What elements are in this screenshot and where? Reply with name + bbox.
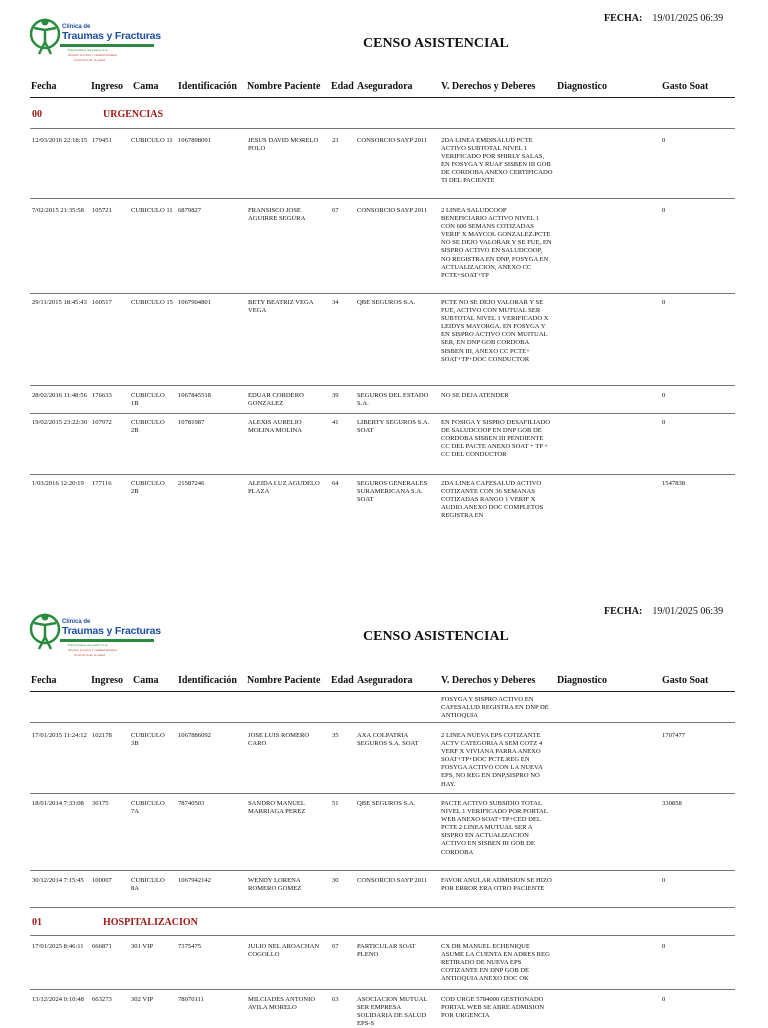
cell-edad: 34 xyxy=(332,299,339,306)
logo-line-3: Especialistas Asociados S.A. xyxy=(68,48,109,52)
cell-identificacion: 7375475 xyxy=(178,943,202,950)
cell-ingreso: 179451 xyxy=(92,137,112,144)
report-date-value: 19/01/2025 06:39 xyxy=(652,13,724,24)
cell-derechos: FOSYGA Y SISPRO ACTIVO EN CAFESALUD REGISTRA EN DNP DE ANTIOQUIA xyxy=(441,696,549,720)
column-header-derechos: V. Derechos y Deberes xyxy=(441,81,536,92)
cell-nombre: ALEXIS AURELIO MOLINA MOLINA xyxy=(248,419,303,435)
cell-derechos: EN FOSIGA Y SISPRO DESAFILIADO DE SALUDCOOP EN DNP GOB DE CORDOBA SISBEN III PENDIENTE CC DEL PACTE ANEXO SOAT + TP + CC DEL CONDUCTOR xyxy=(441,419,551,459)
cell-cama: CUBICULO 3B xyxy=(131,732,165,748)
section-rule xyxy=(30,935,735,936)
logo-bar xyxy=(60,44,154,47)
cell-ingreso: 36175 xyxy=(92,800,109,807)
cell-cama: CUBICULO 8A xyxy=(131,877,165,893)
cell-edad: 64 xyxy=(332,480,339,487)
cell-edad: 67 xyxy=(332,207,339,214)
cell-identificacion: 1067886092 xyxy=(178,732,211,739)
column-header-nombre: Nombre Paciente xyxy=(247,81,321,92)
section-code: 00 xyxy=(32,109,42,120)
cell-aseguradora: SEGUROS GENERALES SURAMERICANA S.A. SOAT xyxy=(357,480,428,504)
cell-nombre: FRANSISCO JOSE AGUIRRE SEGURA xyxy=(248,207,306,223)
cell-cama: CUBICULO 11 xyxy=(131,207,173,214)
cell-aseguradora: SEGUROS DEL ESTADO S.A. xyxy=(357,392,429,408)
logo-line-3: Especialistas Asociados S.A. xyxy=(68,643,109,647)
cell-nombre: BETY BEATRIZ VEGA VEGA xyxy=(248,299,314,315)
cell-nombre: EDUAR CORDERO GONZALEZ xyxy=(248,392,304,408)
cell-identificacion: 1067898091 xyxy=(178,137,211,144)
cell-identificacion: 1067845518 xyxy=(178,392,211,399)
cell-cama: CUBICULO 15 xyxy=(131,299,173,306)
cell-derechos: 2 LINEA NUEVA EPS COTIZANTE ACTV CATEGORIA A SEM COTZ 4 VERF X VIVIANA PARRA ANEXO SOAT+TP+DOC PCTE.REG EN FOSYGA ACTIVO CON LA NUEVA EPS, NO REG EN DNP,SISPRO NO HAY. xyxy=(441,732,543,788)
cell-cama: CUBICULO 1B xyxy=(131,392,165,408)
cell-edad: 41 xyxy=(332,419,339,426)
row-rule xyxy=(30,722,735,723)
cell-edad: 23 xyxy=(332,137,339,144)
column-header-identificacion: Identificación xyxy=(178,675,237,686)
cell-gasto: 330858 xyxy=(662,800,682,807)
row-rule xyxy=(30,793,735,794)
report-date xyxy=(604,606,723,617)
cell-cama: 301 VIP xyxy=(131,943,154,950)
cell-gasto: 0 xyxy=(662,299,666,306)
column-header-diagnostico: Diagnostico xyxy=(557,675,607,686)
clinic-logo xyxy=(28,607,161,659)
cell-aseguradora: LIBERTY SEGUROS S.A. SOAT xyxy=(357,419,430,435)
column-header-aseguradora: Aseguradora xyxy=(357,675,413,686)
cell-gasto: 1707477 xyxy=(662,732,686,739)
logo-line-4: Nuestro servicio y calidad humana xyxy=(68,648,117,652)
cell-nombre: JOSE LUIS ROMERO CARO xyxy=(248,732,310,748)
cell-edad: 67 xyxy=(332,943,339,950)
cell-fecha: 7/02/2015 21:35:58 xyxy=(32,207,84,214)
column-header-fecha: Fecha xyxy=(31,675,57,686)
cell-ingreso: 105721 xyxy=(92,207,112,214)
logo-line-1: Clínica de xyxy=(62,24,91,30)
cell-ingreso: 663273 xyxy=(92,996,112,1003)
cell-ingreso: 107972 xyxy=(92,419,112,426)
cell-aseguradora: CONSORCIO SAYP 2011 xyxy=(357,877,428,884)
cell-fecha: 17/01/2015 11:24:12 xyxy=(32,732,87,739)
row-rule xyxy=(30,989,735,990)
column-header-diagnostico: Diagnostico xyxy=(557,81,607,92)
logo-line-5: al servicio de la salud xyxy=(74,58,105,62)
logo-bar xyxy=(60,639,154,642)
cell-fecha: 29/11/2015 18:45:43 xyxy=(32,299,87,306)
cell-fecha: 28/02/2016 11:48:56 xyxy=(32,392,87,399)
row-rule xyxy=(30,870,735,871)
clinic-logo-icon xyxy=(28,611,62,651)
cell-identificacion: 10781987 xyxy=(178,419,205,426)
column-header-ingreso: Ingreso xyxy=(91,675,124,686)
logo-line-2: Traumas y Fracturas xyxy=(62,625,161,637)
section-name: HOSPITALIZACION xyxy=(103,917,198,928)
logo-line-5: al servicio de la salud xyxy=(74,653,105,657)
cell-cama: CUBICULO 2B xyxy=(131,480,165,496)
logo-line-1: Clínica de xyxy=(62,619,91,625)
cell-nombre: MILCIADES ANTONIO AVILA MORELO xyxy=(248,996,316,1012)
column-header-gasto: Gasto Soat xyxy=(662,81,709,92)
cell-edad: 30 xyxy=(332,877,339,884)
column-header-ingreso: Ingreso xyxy=(91,81,124,92)
cell-ingreso: 177116 xyxy=(92,480,112,487)
cell-cama: CUBICULO 7A xyxy=(131,800,165,816)
cell-edad: 39 xyxy=(332,392,339,399)
cell-gasto: 0 xyxy=(662,392,666,399)
cell-fecha: 19/02/2015 23:22:30 xyxy=(32,419,88,426)
cell-nombre: SANDRO MANUEL MARRIAGA PEREZ xyxy=(248,800,306,816)
column-header-derechos: V. Derechos y Deberes xyxy=(441,675,536,686)
cell-nombre: JULIO NEL AROACHAN COGOLLO xyxy=(248,943,320,959)
column-header-edad: Edad xyxy=(331,675,354,686)
header-rule xyxy=(30,691,735,692)
cell-fecha: 30/12/2014 7:15:45 xyxy=(32,877,84,884)
row-rule xyxy=(30,293,735,294)
cell-derechos: CX DR MANUEL ECHENIQUE ASUME LA CUENTA EN ADRES REG RETIRADO DE NUEVA EPS COTIZANTE EN DNP GOB DE ANTIOQUIA ANEXO DOC OK xyxy=(441,943,550,983)
cell-aseguradora: ASOCIACION MUTUAL SER EMPRESA SOLIDARIA DE SALUD EPS-S xyxy=(357,996,428,1028)
cell-derechos: 2DA LINEA CAFESALUD ACTIVO COTIZANTE CON 36 SEMANAS COTIZADAS RANGO 1 VERIF X AUDIO.ANEXO DOC COMPLETOS REGISTRA EN xyxy=(441,480,544,520)
row-rule xyxy=(30,198,735,199)
cell-cama: 302 VIP xyxy=(131,996,154,1003)
cell-aseguradora: QBE SEGUROS S.A. xyxy=(357,299,416,306)
cell-edad: 63 xyxy=(332,996,339,1003)
cell-derechos: 2 LINEA SALUDCOOP BENEFICIARIO ACTIVO NIVEL 1 CON 600 SEMANS COTIZADAS VERIF X MAYCOL GONZALEZ.PCTE NO SE DEJO VALORAR Y SE FUE, EN SISPRO ACTIVO EN SALUDCOOP, NO REGISTRA EN DNP, FOSYGA EN ACTUALIZACION, ANEXO CC PCTE+SOAT+TP xyxy=(441,207,552,279)
column-header-gasto: Gasto Soat xyxy=(662,675,709,686)
cell-fecha: 12/03/2016 22:18:15 xyxy=(32,137,88,144)
cell-cama: CUBICULO 2B xyxy=(131,419,165,435)
cell-nombre: WENDY LORENA ROMERO GOMEZ xyxy=(248,877,302,893)
cell-identificacion: 78740503 xyxy=(178,800,205,807)
cell-nombre: ALEIDA LUZ AGUDELO PLAZA xyxy=(248,480,320,496)
cell-gasto: 0 xyxy=(662,996,666,1003)
cell-derechos: PCTE NO SE DEJO VALORAR Y SE FUE, ACTIVO CON MUTUAL SER SUBTOTAL NIVEL 1 VERIFICADO X LEIDYS MAYORGA. EN FOSYGA Y EN SISPRO ACTIVO CON MUITUAL SER, EN DNP GOB CORDOBA SISBEN III, ANEXO CC PCTE+ SOAT+TP+DOC CONDUCTOR xyxy=(441,299,549,363)
logo-line-4: Nuestro servicio y calidad humana xyxy=(68,53,117,57)
cell-edad: 51 xyxy=(332,800,339,807)
cell-gasto: 0 xyxy=(662,137,666,144)
column-header-aseguradora: Aseguradora xyxy=(357,81,413,92)
cell-fecha: 1/03/2016 12:20:19 xyxy=(32,480,84,487)
cell-ingreso: 176633 xyxy=(92,392,112,399)
report-title: CENSO ASISTENCIAL xyxy=(363,629,509,644)
cell-identificacion: 78070111 xyxy=(178,996,204,1003)
cell-gasto: 0 xyxy=(662,419,666,426)
column-header-fecha: Fecha xyxy=(31,81,57,92)
cell-derechos: PACTE ACTIVO SUBSIDIO TOTAL NIVEL 1 VERIFICADO POR PORTAL WEB ANEXO SOAT+TP+CED DEL PCTE 2 LINEA MUTUAL SER A SISPRO EN ACTUALIZACION ACTIVO EN SISBEN III GOB DE CORDOBA xyxy=(441,800,548,856)
cell-gasto: 0 xyxy=(662,877,666,884)
row-rule xyxy=(30,385,735,386)
cell-identificacion: 6879827 xyxy=(178,207,202,214)
cell-aseguradora: CONSORCIO SAYP 2011 xyxy=(357,137,428,144)
cell-identificacion: 1067904801 xyxy=(178,299,211,306)
cell-aseguradora: QBE SEGUROS S.A. xyxy=(357,800,416,807)
cell-derechos: FAVOR ANULAR ADMISION SE HIZO POR ERROR ERA OTRO PACIENTE xyxy=(441,877,552,893)
column-header-edad: Edad xyxy=(331,81,354,92)
report-title: CENSO ASISTENCIAL xyxy=(363,36,509,51)
cell-nombre: JESUS DAVID MORELO POLO xyxy=(248,137,319,153)
cell-gasto: 0 xyxy=(662,207,666,214)
cell-aseguradora: PARTICULAR SOAT PLENO xyxy=(357,943,416,959)
clinic-logo xyxy=(28,12,161,64)
cell-derechos: 2DA LINEA EMDISALUD PCTE ACTIVO SUBTOTAL NIVEL 1 VERIFICADO POR SHIRLY SALAS, EN FOSYGA Y RUAF SISBEN III GOB DE CORDOBA ANEXO CERTIFICADO TI DEL PACIENTE xyxy=(441,137,553,185)
cell-fecha: 13/12/2024 0:10:48 xyxy=(32,996,84,1003)
report-page-2 xyxy=(0,595,768,1028)
column-header-identificacion: Identificación xyxy=(178,81,237,92)
cell-ingreso: 160517 xyxy=(92,299,112,306)
report-date xyxy=(604,13,723,24)
row-rule xyxy=(30,413,735,414)
report-date-label: FECHA: xyxy=(604,13,643,24)
clinic-logo-icon xyxy=(28,16,62,56)
cell-identificacion: 1067942142 xyxy=(178,877,211,884)
column-header-cama: Cama xyxy=(133,675,159,686)
row-rule xyxy=(30,907,735,908)
row-rule xyxy=(30,474,735,475)
cell-ingreso: 666871 xyxy=(92,943,112,950)
cell-cama: CUBICULO 11 xyxy=(131,137,173,144)
cell-ingreso: 100007 xyxy=(92,877,112,884)
section-rule xyxy=(30,128,735,129)
cell-ingreso: 102178 xyxy=(92,732,112,739)
column-header-nombre: Nombre Paciente xyxy=(247,675,321,686)
report-date-value: 19/01/2025 06:39 xyxy=(652,606,724,617)
section-name: URGENCIAS xyxy=(103,109,164,120)
cell-identificacion: 21587246 xyxy=(178,480,205,487)
cell-gasto: 1547838 xyxy=(662,480,686,487)
report-date-label: FECHA: xyxy=(604,606,643,617)
cell-derechos: COD URGE 5784000 GESTIONADO PORTAL WEB SE ABRE ADMISION POR URGENCIA xyxy=(441,996,545,1020)
column-header-cama: Cama xyxy=(133,81,159,92)
cell-derechos: NO SE DEJA ATENDER xyxy=(441,392,509,399)
cell-fecha: 17/01/2025 8:46:11 xyxy=(32,943,84,950)
header-rule xyxy=(30,97,735,98)
cell-edad: 35 xyxy=(332,732,339,739)
cell-aseguradora: AXA COLPATRIA SEGUROS S.A. SOAT xyxy=(357,732,419,748)
logo-line-2: Traumas y Fracturas xyxy=(62,30,161,42)
cell-aseguradora: CONSORCIO SAYP 2011 xyxy=(357,207,428,214)
section-code: 01 xyxy=(32,917,42,928)
cell-gasto: 0 xyxy=(662,943,666,950)
cell-fecha: 18/01/2014 7:33:08 xyxy=(32,800,84,807)
